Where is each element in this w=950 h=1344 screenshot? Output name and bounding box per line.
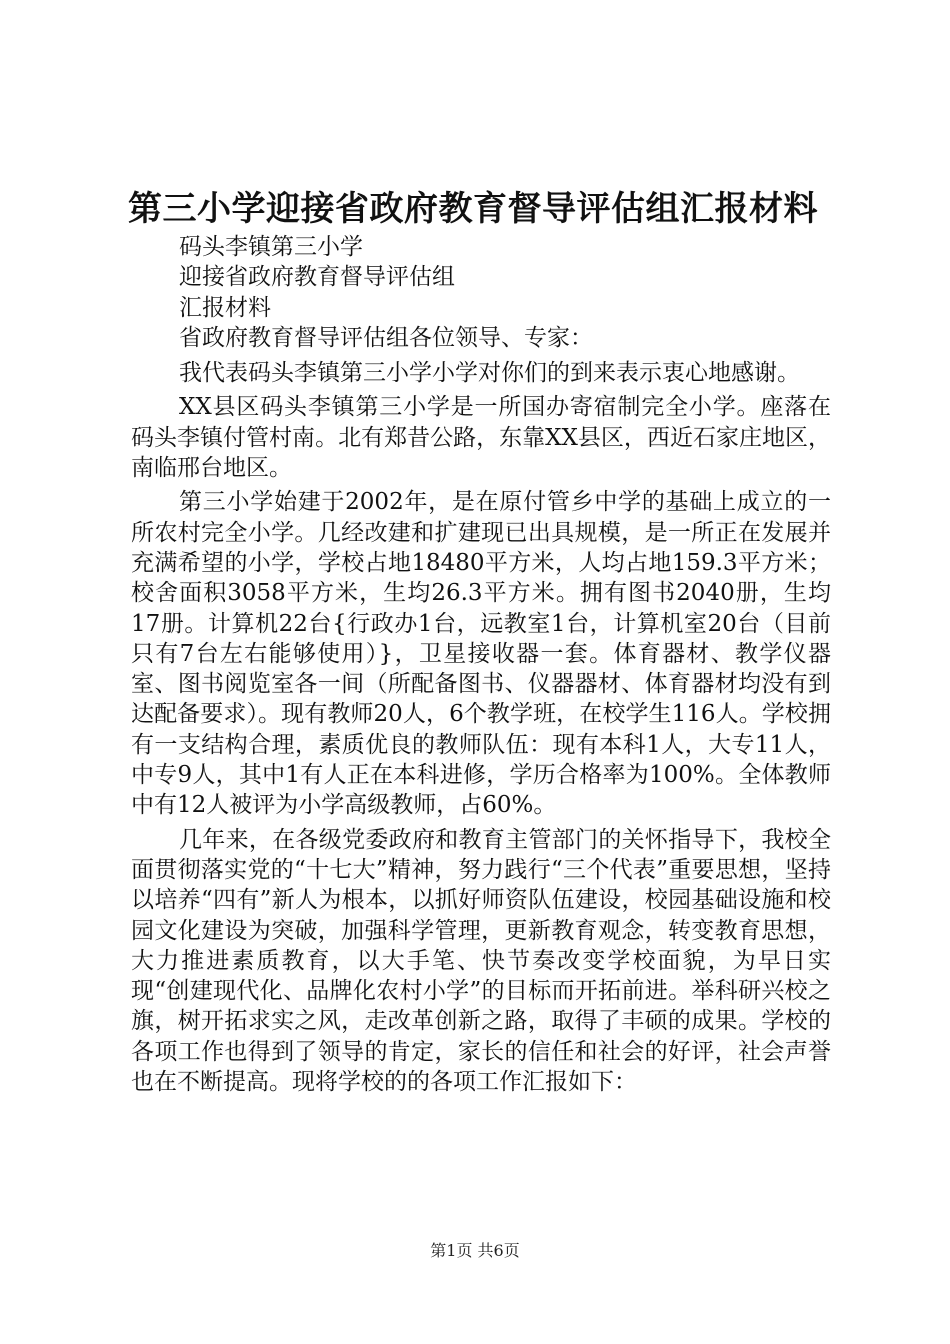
paragraph-school-overview: 第三小学始建于2002年，是在原付管乡中学的基础上成立的一所农村完全小学。几经改建和扩建现已出具规模，是一所正在发展并充满希望的小学，学校占地18480平方米，人均占地159.3平方米；校舍面积3058平方米，生均26.3平方米。拥有图书2040册，生均17册。计算机22台{行政办1台，远教室1台，计算机室20台（目前只有7台左右能够使用）}，卫星接收器一套。体育器材、教学仪器室、图书阅览室各一间（所配备图书、仪器器材、体育器材均没有到达配备要求）。现有教师20人，6个教学班，在校学生116人。学校拥有一支结构合理，素质优良的教师队伍：现有本科1人，大专11人，中专9人，其中1有人正在本科进修，学历合格率为100%。全体教师中有12人被评为小学高级教师，占60%。: [131, 489, 831, 819]
page-footer: 第1页 共6页: [430, 1241, 520, 1260]
paragraph-thanks: 我代表码头李镇第三小学小学对你们的到来表示衷心地感谢。: [179, 360, 800, 387]
school-name-line: 码头李镇第三小学: [179, 234, 363, 260]
document-title: 第三小学迎接省政府教育督导评估组汇报材料: [128, 189, 818, 229]
salutation-line: 省政府教育督导评估组各位领导、专家：: [179, 324, 593, 351]
report-label-line: 汇报材料: [179, 294, 271, 321]
paragraph-location: XX县区码头李镇第三小学是一所国办寄宿制完全小学。座落在码头李镇付管村南。北有郑昔公路，东靠XX县区，西近石家庄地区，南临邢台地区。: [131, 394, 831, 482]
report-subtitle-line: 迎接省政府教育督导评估组: [179, 264, 455, 291]
paragraph-achievements: 几年来，在各级党委政府和教育主管部门的关怀指导下，我校全面贯彻落实党的“十七大”精神，努力践行“三个代表”重要思想，坚持以培养“四有”新人为根本，以抓好师资队伍建设，校园基础设施和校园文化建设为突破，加强科学管理，更新教育观念，转变教育思想，大力推进素质教育，以大手笔、快节奏改变学校面貌，为早日实现“创建现代化、品牌化农村小学”的目标而开拓前进。举科研兴校之旗，树开拓求实之风，走改革创新之路，取得了丰硕的成果。学校的各项工作也得到了领导的肯定，家长的信任和社会的好评，社会声誉也在不断提高。现将学校的的各项工作汇报如下：: [131, 826, 831, 1096]
document-body: [131, 232, 831, 1097]
